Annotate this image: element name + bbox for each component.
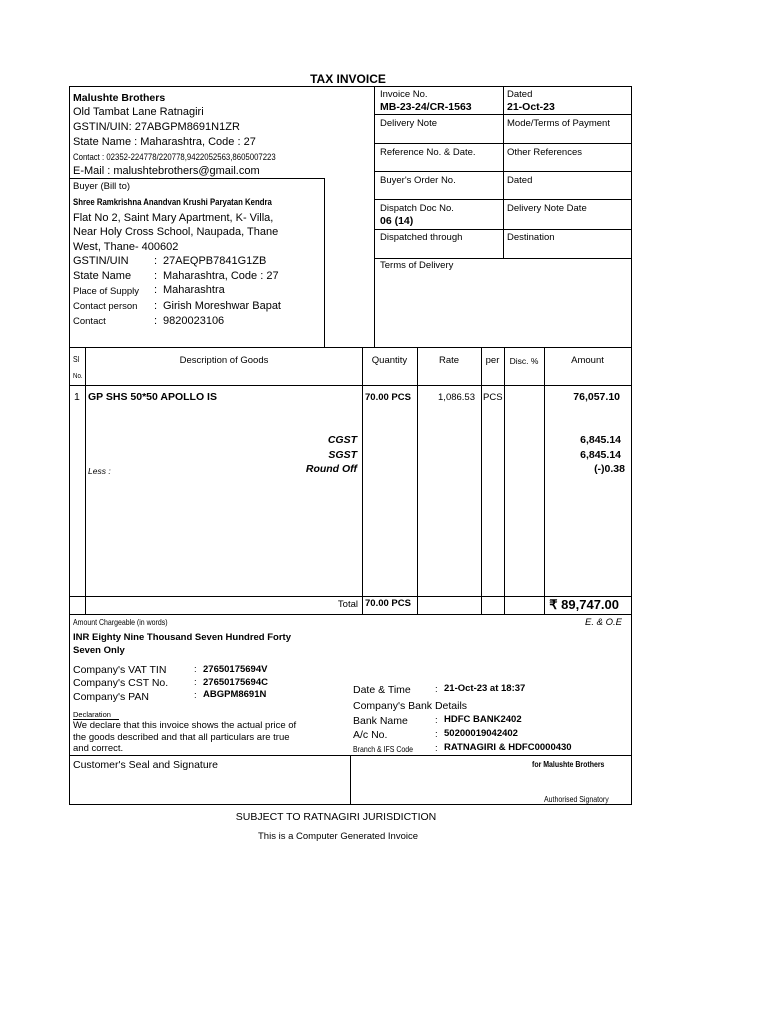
buyer-address-line: Near Holy Cross School, Naupada, Thane xyxy=(73,226,279,238)
seller-email: E-Mail : malushtebrothers@gmail.com xyxy=(73,165,260,177)
eoe-label: E. & O.E xyxy=(585,617,622,628)
buyer-contact-value: 9820023106 xyxy=(163,315,225,327)
vat-label: Company's VAT TIN xyxy=(73,664,167,676)
total-label: Total xyxy=(337,599,358,610)
pan-label: Company's PAN xyxy=(73,691,149,703)
buyer-gstin-label: GSTIN/UIN xyxy=(73,255,129,267)
buyer-state-label: State Name xyxy=(73,270,132,282)
colon: : xyxy=(194,664,197,675)
colon: : xyxy=(154,270,158,282)
terms-delivery-label: Terms of Delivery xyxy=(380,260,454,271)
other-references-label: Other References xyxy=(507,147,582,158)
colon: : xyxy=(435,684,438,695)
colon: : xyxy=(154,284,158,296)
item-quantity: 70.00 PCS xyxy=(365,392,411,403)
tax-cgst-amount: 6,845.14 xyxy=(580,434,621,446)
bank-name-value: HDFC BANK2402 xyxy=(444,714,522,725)
cst-value: 27650175694C xyxy=(203,677,268,688)
buyer-address-line: Flat No 2, Saint Mary Apartment, K- Villa, xyxy=(73,212,274,224)
declaration-line: the goods described and that all particulars are true xyxy=(73,732,290,743)
col-per: per xyxy=(485,355,500,366)
seller-state: State Name : Maharashtra, Code : 27 xyxy=(73,136,256,148)
buyer-heading: Buyer (Bill to) xyxy=(73,181,131,192)
buyers-order-label: Buyer's Order No. xyxy=(380,175,456,186)
seller-name: Malushte Brothers xyxy=(73,92,166,104)
authorised-signatory-label: Authorised Signatory xyxy=(544,794,609,804)
col-amount: Amount xyxy=(571,355,604,366)
branch-value: RATNAGIRI & HDFC0000430 xyxy=(444,742,572,753)
reference-label: Reference No. & Date. xyxy=(380,147,476,158)
computer-generated-note: This is a Computer Generated Invoice xyxy=(258,831,418,842)
buyer-address-line: West, Thane- 400602 xyxy=(73,241,179,253)
amount-words-line: Seven Only xyxy=(73,645,125,656)
seller-contact: Contact : 02352-224778/220778,9422052563,8605007223 xyxy=(73,152,276,163)
tax-roundoff-label: Round Off xyxy=(305,463,357,475)
item-per: PCS xyxy=(483,392,503,403)
cst-label: Company's CST No. xyxy=(73,677,169,689)
total-amount: ₹ 89,747.00 xyxy=(549,597,619,612)
amount-words-label: Amount Chargeable (in words) xyxy=(73,617,168,627)
item-rate: 1,086.53 xyxy=(438,392,475,403)
dispatch-doc-value: 06 (14) xyxy=(380,215,414,227)
datetime-value: 21-Oct-23 at 18:37 xyxy=(444,683,526,694)
jurisdiction-note: SUBJECT TO RATNAGIRI JURISDICTION xyxy=(235,811,437,823)
item-amount: 76,057.10 xyxy=(573,391,620,403)
dispatched-through-label: Dispatched through xyxy=(380,232,463,243)
buyer-name: Shree Ramkrishna Anandvan Krushi Paryatan Kendra xyxy=(73,197,272,208)
colon: : xyxy=(435,715,438,726)
tax-roundoff-amount: (-)0.38 xyxy=(594,463,625,475)
invoice-title: TAX INVOICE xyxy=(310,72,386,86)
total-quantity: 70.00 PCS xyxy=(365,598,411,609)
buyer-contact-label: Contact xyxy=(73,316,106,327)
buyer-pos-label: Place of Supply xyxy=(73,286,140,297)
amount-words-line: INR Eighty Nine Thousand Seven Hundred Forty xyxy=(73,632,291,643)
declaration-line: We declare that this invoice shows the actual price of xyxy=(73,720,297,731)
vat-value: 27650175694V xyxy=(203,664,268,675)
dated-value: 21-Oct-23 xyxy=(507,101,555,113)
colon: : xyxy=(435,729,438,740)
colon: : xyxy=(194,690,197,701)
bank-name-label: Bank Name xyxy=(353,715,408,727)
item-description: GP SHS 50*50 APOLLO IS xyxy=(88,391,217,403)
colon: : xyxy=(154,300,158,312)
buyer-state-value: Maharashtra, Code : 27 xyxy=(163,270,279,282)
buyer-pos-value: Maharashtra xyxy=(163,284,225,296)
col-no: No. xyxy=(73,371,83,380)
order-dated-label: Dated xyxy=(507,175,533,186)
colon: : xyxy=(154,315,158,327)
ac-label: A/c No. xyxy=(353,729,388,741)
for-company-label: for Malushte Brothers xyxy=(532,759,605,769)
col-quantity: Quantity xyxy=(371,355,408,366)
invoice-no-label: Invoice No. xyxy=(380,89,428,100)
colon: : xyxy=(435,743,438,754)
buyer-contact-person-value: Girish Moreshwar Bapat xyxy=(163,300,281,312)
tax-sgst-amount: 6,845.14 xyxy=(580,449,621,461)
customer-seal-label: Customer's Seal and Signature xyxy=(73,759,219,771)
buyer-contact-person-label: Contact person xyxy=(73,301,138,312)
col-description: Description of Goods xyxy=(179,355,269,366)
col-rate: Rate xyxy=(438,355,460,366)
less-label: Less : xyxy=(88,466,111,476)
col-disc: Disc. % xyxy=(509,356,539,366)
item-sl: 1 xyxy=(74,391,80,403)
seller-address: Old Tambat Lane Ratnagiri xyxy=(73,106,204,118)
tax-sgst-label: SGST xyxy=(328,449,357,461)
delivery-note-date-label: Delivery Note Date xyxy=(507,203,587,214)
mode-terms-label: Mode/Terms of Payment xyxy=(507,118,610,129)
dispatch-doc-label: Dispatch Doc No. xyxy=(380,203,454,214)
delivery-note-label: Delivery Note xyxy=(380,118,438,129)
bank-heading: Company's Bank Details xyxy=(353,700,468,712)
tax-cgst-label: CGST xyxy=(327,434,357,446)
destination-label: Destination xyxy=(507,232,555,243)
dated-label: Dated xyxy=(507,89,533,100)
colon: : xyxy=(194,677,197,688)
declaration-line: and correct. xyxy=(73,743,124,754)
col-sl: Sl xyxy=(73,354,80,364)
seller-gstin: GSTIN/UIN: 27ABGPM8691N1ZR xyxy=(73,121,240,133)
invoice-no: MB-23-24/CR-1563 xyxy=(380,101,472,113)
pan-value: ABGPM8691N xyxy=(203,689,267,700)
declaration-label: Declaration xyxy=(73,710,111,719)
ac-value: 50200019042402 xyxy=(444,728,518,739)
colon: : xyxy=(154,255,158,267)
datetime-label: Date & Time xyxy=(353,684,411,696)
buyer-gstin-value: 27AEQPB7841G1ZB xyxy=(163,255,267,267)
branch-label: Branch & IFS Code xyxy=(353,744,414,754)
